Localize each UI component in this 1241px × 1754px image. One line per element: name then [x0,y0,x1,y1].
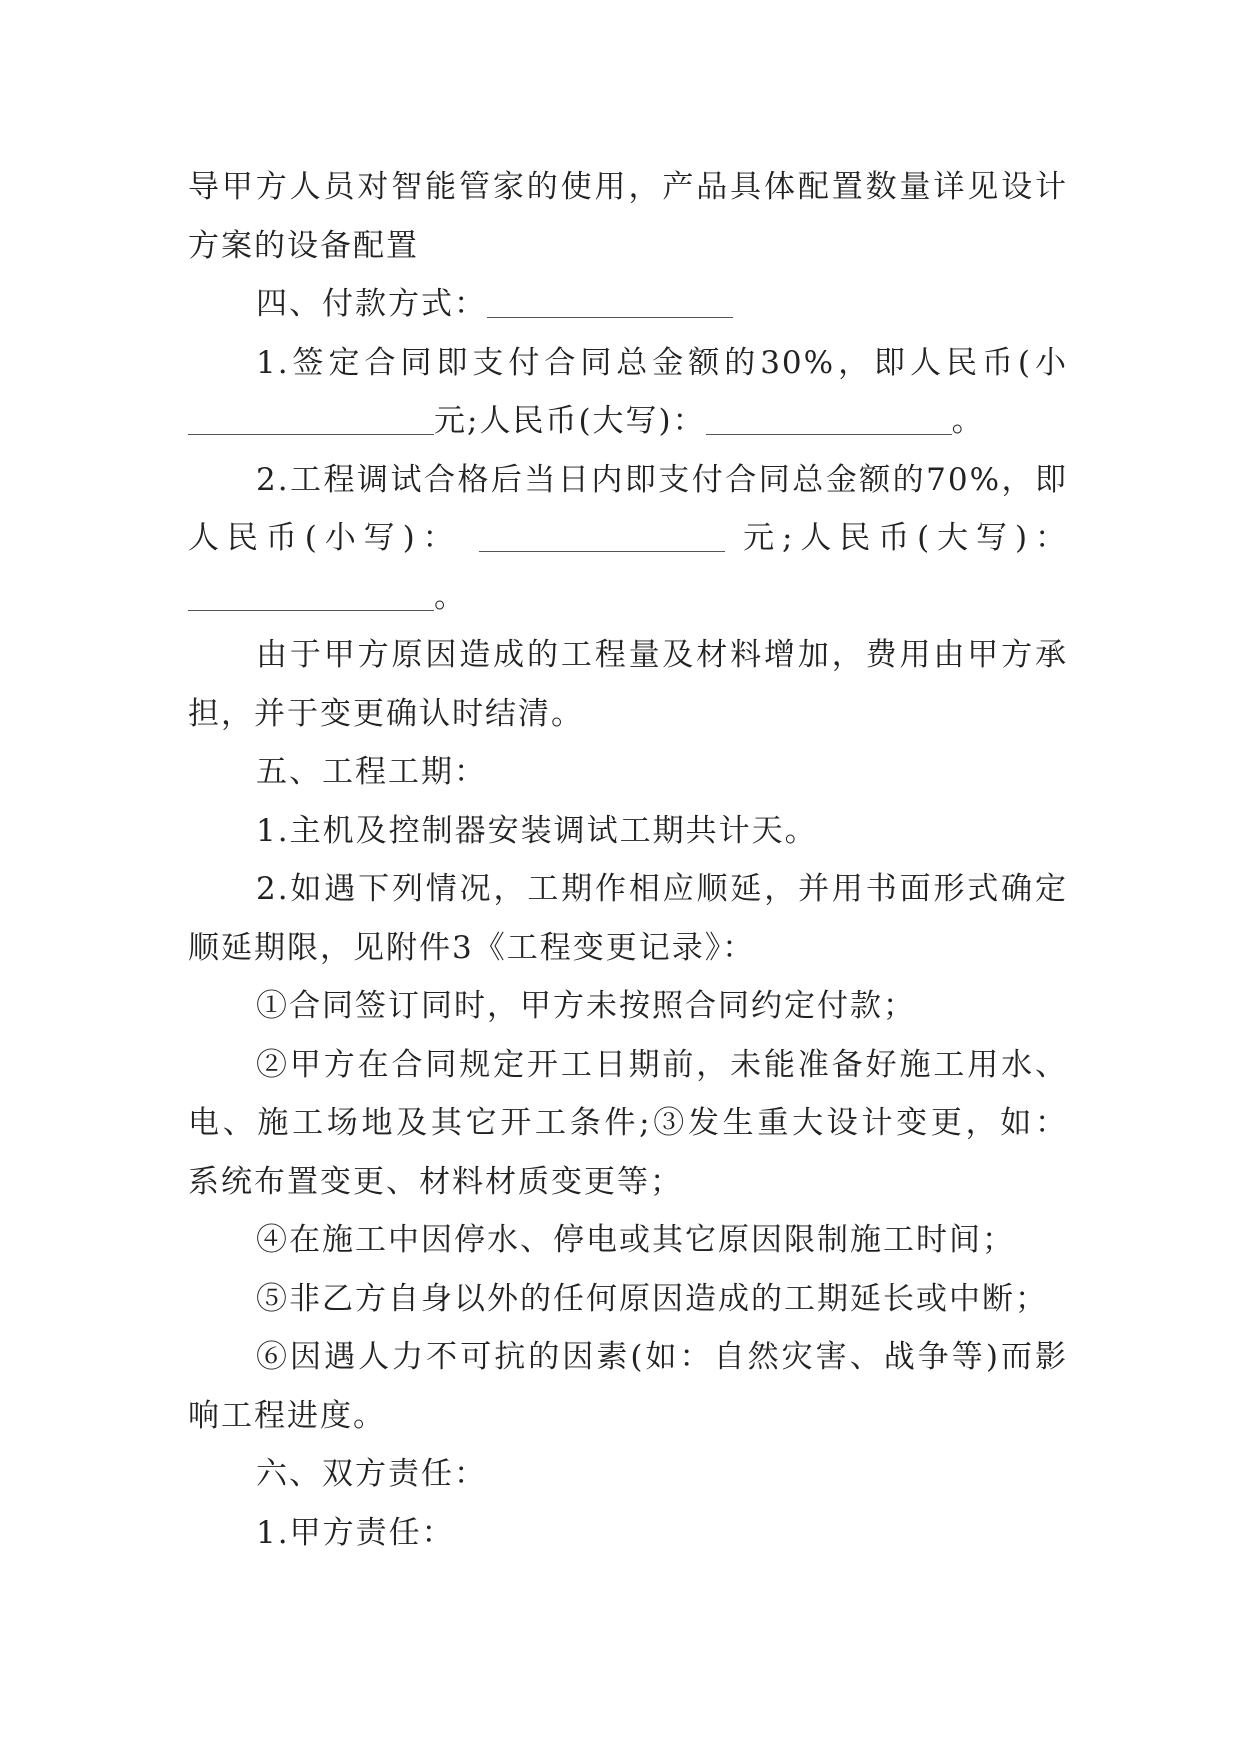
paragraph-line: 2.如遇下列情况，工期作相应顺延，并用书面形式确定 [256,871,1068,907]
section-heading-responsibilities: 六、双方责任： [256,1456,487,1492]
line-text: 人民币(小写)： [188,520,462,556]
fill-blank [487,287,733,318]
section-heading-payment [188,275,1068,334]
fill-blank [188,580,434,611]
document-body [188,158,1068,1562]
fill-blank [188,404,434,435]
line-text: 元;人民币(大写)： [434,403,706,439]
paragraph-line: ②甲方在合同规定开工日期前，未能准备好施工用水、 [256,1046,1068,1083]
fill-blank [479,521,725,552]
paragraph-line: 2.工程调试合格后当日内即支付合同总金额的70%，即 [256,461,1068,498]
paragraph-line: 1.甲方责任： [256,1514,455,1551]
paragraph-line: 担，并于变更确认时结清。 [188,695,584,732]
paragraph-line: 响工程进度。 [188,1397,386,1434]
paragraph-line: 1.主机及控制器安装调试工期共计天。 [256,812,818,849]
paragraph-line [188,392,1068,451]
paragraph-line: ⑤非乙方自身以外的任何原因造成的工期延长或中断； [256,1280,1048,1317]
paragraph-line: 方案的设备配置 [188,227,419,264]
paragraph-line: ①合同签订同时，甲方未按照合同约定付款； [256,988,916,1024]
paragraph-line: 顺延期限，见附件3《工程变更记录》： [188,929,756,966]
line-text: 。 [434,578,467,615]
line-text: 元;人民币(大写)： [743,520,1068,556]
paragraph-line: ⑥因遇人力不可抗的因素(如：自然灾害、战争等)而影 [256,1339,1068,1375]
section-heading-schedule: 五、工程工期： [256,754,487,790]
line-text: 。 [951,403,985,439]
paragraph-line: 电、施工场地及其它开工条件;③发生重大设计变更，如： [188,1105,1068,1141]
paragraph-line: 1.签定合同即支付合同总金额的30%，即人民币(小 [256,344,1068,381]
paragraph-line: 系统布置变更、材料材质变更等； [188,1163,683,1200]
paragraph-line [188,509,1068,568]
paragraph-line: 导甲方人员对智能管家的使用，产品具体配置数量详见设计 [188,169,1068,205]
paragraph-line: 由于甲方原因造成的工程量及材料增加，费用由甲方承 [256,637,1068,673]
fill-blank [706,404,952,435]
heading-text: 四、付款方式： [256,286,487,322]
paragraph-line: ④在施工中因停水、停电或其它原因限制施工时间； [256,1222,1015,1258]
paragraph-line [188,568,1068,627]
